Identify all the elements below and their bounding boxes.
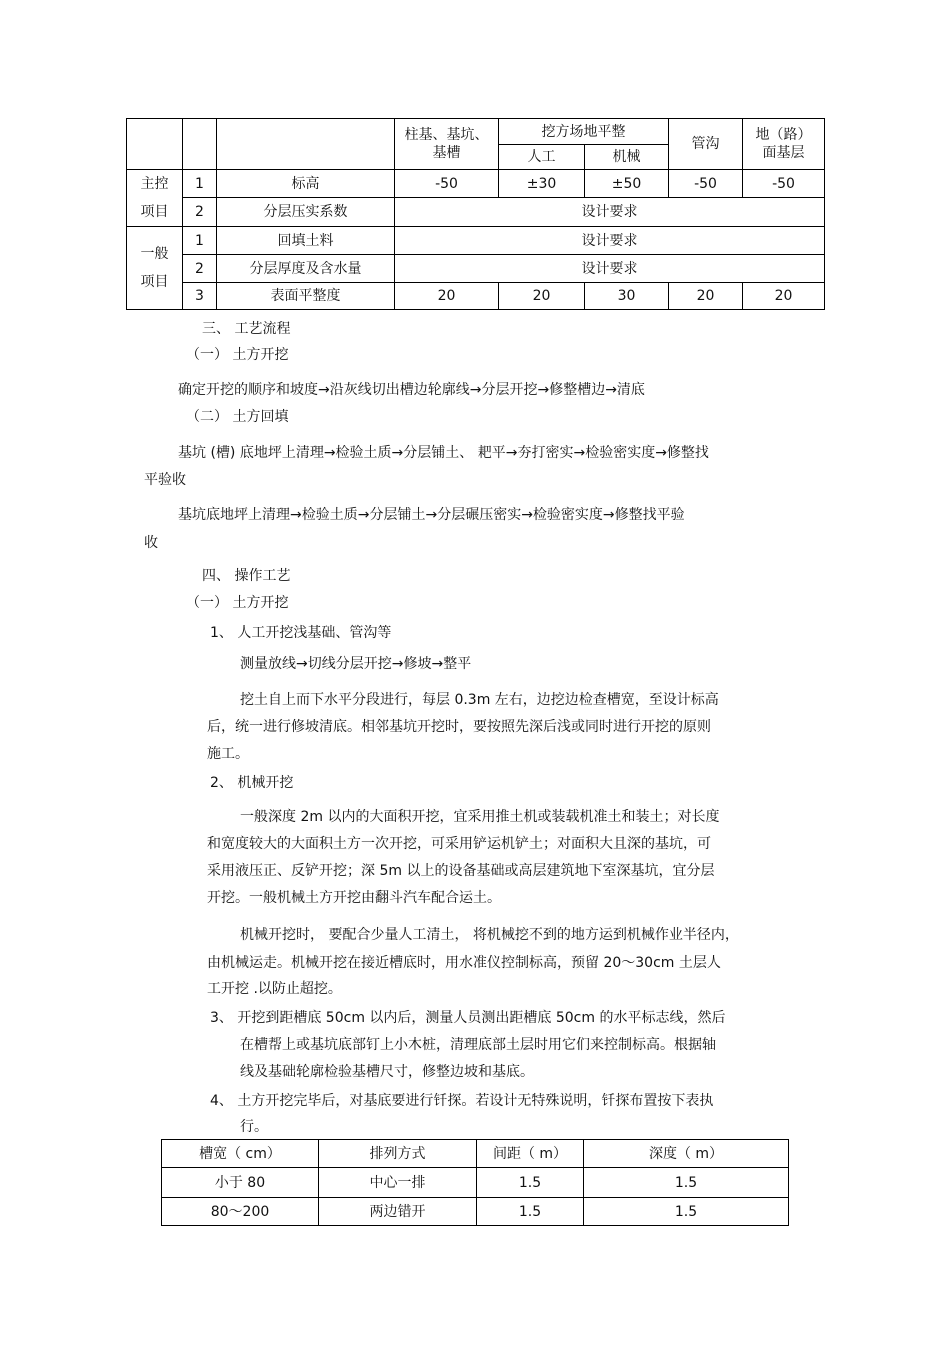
row-item: 分层压实系数 bbox=[217, 198, 395, 227]
table-cell: 1.5 bbox=[477, 1198, 584, 1226]
header-blank-3 bbox=[217, 119, 395, 170]
header-blank-2 bbox=[183, 119, 217, 170]
header-di: 地（路） 面基层 bbox=[743, 119, 825, 170]
list-item: 2、 机械开挖 bbox=[210, 775, 294, 791]
quality-standard-table bbox=[126, 118, 825, 310]
row-merged-value: 设计要求 bbox=[395, 255, 825, 283]
subsection-heading: （二） 土方回填 bbox=[186, 409, 289, 425]
row-item: 标高 bbox=[217, 170, 395, 198]
paragraph-line: 挖土自上而下水平分段进行，每层 0.3m 左右，边挖边检查槽宽，至设计标高 bbox=[240, 692, 719, 708]
group-main: 主控 项目 bbox=[127, 170, 183, 227]
paragraph-line: 线及基础轮廓检验基槽尺寸，修整边坡和基底。 bbox=[240, 1064, 534, 1080]
table-cell: 80～200 bbox=[162, 1198, 319, 1226]
row-value: 20 bbox=[743, 283, 825, 310]
header-guangou: 管沟 bbox=[669, 119, 743, 170]
table-cell: 1.5 bbox=[584, 1168, 789, 1198]
paragraph-line: 机械开挖时， 要配合少量人工清土， 将机械挖不到的地方运到机械作业半径内， bbox=[240, 927, 739, 943]
paragraph-line: 行。 bbox=[240, 1119, 268, 1135]
paragraph-line: 收 bbox=[144, 535, 158, 551]
header-wafang: 挖方场地平整 bbox=[499, 119, 669, 145]
paragraph-line: 平验收 bbox=[144, 472, 186, 488]
row-merged-value: 设计要求 bbox=[395, 227, 825, 255]
column-header: 间距（ m） bbox=[477, 1140, 584, 1168]
paragraph-line: 由机械运走。机械开挖在接近槽底时，用水准仪控制标高，预留 20～30cm 土层人 bbox=[207, 955, 721, 971]
subsection-heading: （一） 土方开挖 bbox=[186, 347, 289, 363]
paragraph-line: 施工。 bbox=[207, 746, 249, 762]
row-no: 1 bbox=[183, 170, 217, 198]
row-value: -50 bbox=[395, 170, 499, 198]
paragraph-line: 测量放线→切线分层开挖→修坡→整平 bbox=[240, 656, 472, 672]
row-value: 30 bbox=[585, 283, 669, 310]
paragraph-line: 后，统一进行修坡清底。相邻基坑开挖时，要按照先深后浅或同时进行开挖的原则 bbox=[207, 719, 711, 735]
paragraph-line: 基坑 (槽) 底地坪上清理→检验土质→分层铺土、 耙平→夯打密实→检验密实度→修整找 bbox=[178, 445, 709, 461]
column-header: 排列方式 bbox=[319, 1140, 477, 1168]
list-item: 1、 人工开挖浅基础、管沟等 bbox=[210, 625, 392, 641]
row-no: 1 bbox=[183, 227, 217, 255]
row-value: 20 bbox=[395, 283, 499, 310]
header-blank-1 bbox=[127, 119, 183, 170]
paragraph-line: 采用液压正、反铲开挖；深 5m 以上的设备基础或高层建筑地下室深基坑，宜分层 bbox=[207, 863, 715, 879]
row-item: 回填土料 bbox=[217, 227, 395, 255]
group-general: 一般 项目 bbox=[127, 227, 183, 310]
header-rengong: 人工 bbox=[499, 145, 585, 170]
list-item: 3、 开挖到距槽底 50cm 以内后，测量人员测出距槽底 50cm 的水平标志线，然后 bbox=[210, 1010, 726, 1026]
table-cell: 小于 80 bbox=[162, 1168, 319, 1198]
paragraph-line: 在槽帮上或基坑底部钉上小木桩，清理底部土层时用它们来控制标高。根据轴 bbox=[240, 1037, 716, 1053]
row-value: ±30 bbox=[499, 170, 585, 198]
table-cell: 中心一排 bbox=[319, 1168, 477, 1198]
paragraph-line: 基坑底地坪上清理→检验土质→分层铺土→分层碾压密实→检验密实度→修整找平验 bbox=[178, 507, 685, 523]
list-item: 4、 土方开挖完毕后，对基底要进行钎探。若设计无特殊说明，钎探布置按下表执 bbox=[210, 1093, 714, 1109]
probe-layout-table bbox=[161, 1139, 789, 1226]
paragraph-line: 确定开挖的顺序和坡度→沿灰线切出槽边轮廓线→分层开挖→修整槽边→清底 bbox=[178, 382, 645, 398]
paragraph-line: 工开挖 .以防止超挖。 bbox=[207, 981, 342, 997]
table-cell: 两边错开 bbox=[319, 1198, 477, 1226]
paragraph-line: 一般深度 2m 以内的大面积开挖，宜采用推土机或装载机准土和装土；对长度 bbox=[240, 809, 720, 825]
row-no: 2 bbox=[183, 198, 217, 227]
header-zhuji: 柱基、基坑、 基槽 bbox=[395, 119, 499, 170]
row-value: -50 bbox=[669, 170, 743, 198]
column-header: 槽宽（ cm） bbox=[162, 1140, 319, 1168]
table-cell: 1.5 bbox=[584, 1198, 789, 1226]
row-no: 3 bbox=[183, 283, 217, 310]
table-cell: 1.5 bbox=[477, 1168, 584, 1198]
row-no: 2 bbox=[183, 255, 217, 283]
column-header: 深度（ m） bbox=[584, 1140, 789, 1168]
paragraph-line: 开挖。一般机械土方开挖由翻斗汽车配合运土。 bbox=[207, 890, 501, 906]
row-item: 分层厚度及含水量 bbox=[217, 255, 395, 283]
row-merged-value: 设计要求 bbox=[395, 198, 825, 227]
row-value: 20 bbox=[669, 283, 743, 310]
row-value: 20 bbox=[499, 283, 585, 310]
section-heading: 三、 工艺流程 bbox=[202, 321, 291, 337]
row-value: ±50 bbox=[585, 170, 669, 198]
section-heading: 四、 操作工艺 bbox=[202, 568, 291, 584]
subsection-heading: （一） 土方开挖 bbox=[186, 595, 289, 611]
paragraph-line: 和宽度较大的大面积土方一次开挖，可采用铲运机铲土；对面积大且深的基坑，可 bbox=[207, 836, 711, 852]
header-jixie: 机械 bbox=[585, 145, 669, 170]
row-item: 表面平整度 bbox=[217, 283, 395, 310]
row-value: -50 bbox=[743, 170, 825, 198]
